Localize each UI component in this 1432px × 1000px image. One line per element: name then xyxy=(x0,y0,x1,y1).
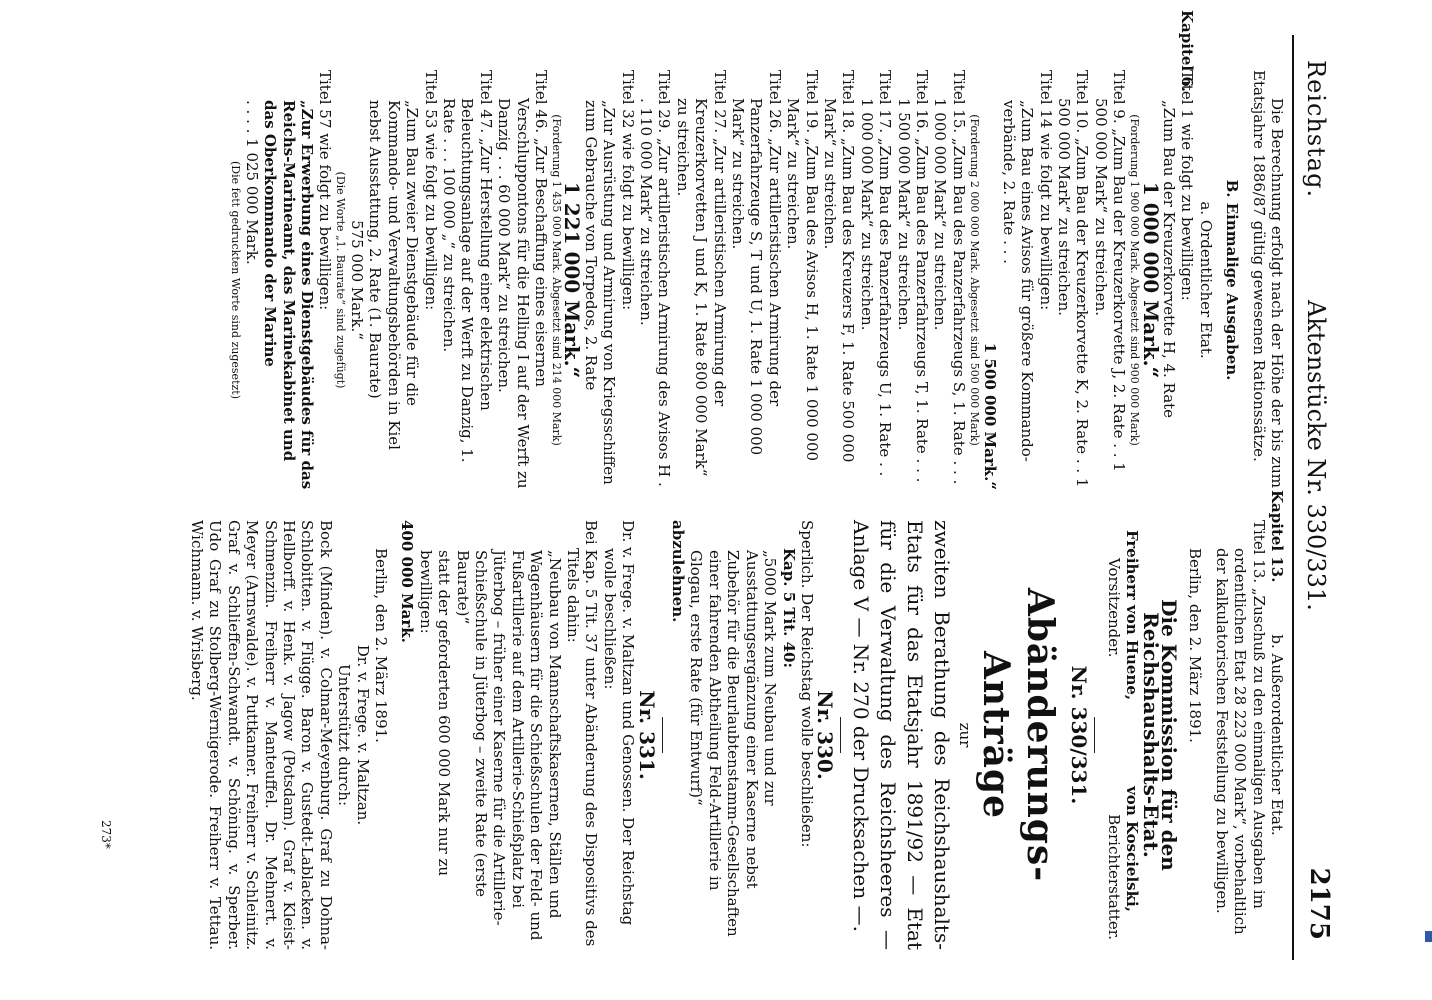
page-header xyxy=(1298,60,1338,940)
frege-amount: statt der geforderten 600 000 Mark nur zu bewilligen: xyxy=(416,550,454,877)
titel-13: Titel 13. „Zuschuß zu den einmaligen Ausgaben im ordentlichen Etat 28 223 000 Mark“, vorbehaltlich der kalkulatorischen Feststellung zu bewilligen. xyxy=(1212,520,1268,935)
sperlich-end: abzulehnen. xyxy=(669,520,688,623)
frege-bold: 400 000 Mark. xyxy=(398,520,417,643)
frege-kap: Bei Kap. 5 Tit. 37 unter Abänderung des Dispositivs des Titels dahin: xyxy=(564,520,601,947)
chair-role: Vorsitzender. xyxy=(1104,558,1123,658)
nr-330-331: Nr. 330/331. xyxy=(1067,665,1092,805)
supporters-list: Bock (Minden). v. Colmar-Meyenburg. Graf zu Dohna-Schlobitten. v. Flügge. Baron v. Gustedt-Lablacken. v. Hellborff. v. Henk. v. Jagow (Potsdam). Graf v. Kleist-Schmenzin. Freiherr v. Manteuffel. Dr. Mehnert. v. Meyer (Arnswalde). v. Puttkamer. Freiherr v. Schleinitz. Graf v. Schlieffen-Schwandt. v. Schöning. v. Sperber. Udo Graf zu Stolberg-Wernigerode. Freiherr v. Tettau. Wichmann. v. Wrisberg. xyxy=(187,520,335,950)
titel-32-text: „Zur Ausrüstung und Armirung von Kriegsschiffen zum Gebrauche von Torpedos, 2. Rate xyxy=(581,100,619,485)
titel-18: Titel 18. „Zum Bau des Kreuzers F, 1. Rate 500 000 Mark“ zu streichen. xyxy=(821,70,858,463)
signers: Dr. v. Frege. v. Maltzan. xyxy=(353,644,372,826)
titel-47: Titel 47. „Zur Herstellung einer elektrischen Beleuchtungsanlage auf der Werft zu Danzig, 1. Rate . . . 100 000 „“ zu streichen. xyxy=(439,70,495,463)
sperlich-intro: Sperlich. Der Reichstag wolle beschließen: xyxy=(797,520,816,848)
nr-331: Nr. 331. xyxy=(634,690,659,780)
signature-block xyxy=(1101,520,1141,950)
dfg-credit xyxy=(1411,40,1431,960)
intro-text: Die Berechnung erfolgt nach der Höhe der bis zum Etatsjahre 1886/87 gültig gewesenen Rationssätze. xyxy=(1249,70,1286,488)
titel-57-amount: . . . . 1 025 000 Mark. xyxy=(242,100,261,265)
titel-1-amount: 1 000 000 Mark.“ xyxy=(1138,181,1163,379)
titel-53-note: (Die Worte „1. Baurate“ sind zugefügt) xyxy=(334,171,348,389)
titel-53-amount: 575 000 Mark.“ xyxy=(347,220,366,340)
titel-19: Titel 19. „Zum Bau des Avisos H, 1. Rate 1 000 000 Mark“ zu streichen. xyxy=(784,70,821,462)
header-left: Reichstag. xyxy=(1302,60,1330,199)
divider-2 xyxy=(840,717,841,753)
frege-intro: Dr. v. Frege. v. Maltzan und Genossen. Der Reichstag wolle beschließen: xyxy=(600,520,638,926)
titel-32: Titel 32 wie folgt zu bewilligen: xyxy=(618,70,637,311)
document-page xyxy=(28,0,1398,1000)
rapporteur-role: Berichterstatter. xyxy=(1104,814,1123,940)
footer-mark: 273* xyxy=(99,820,113,849)
titel-10: Titel 10. „Zum Bau der Kreuzerkorvette K, 2. Rate . . 1 500 000 Mark“ zu streichen. xyxy=(1054,70,1092,488)
subsection-heading: a. Ordentlicher Etat. xyxy=(1196,201,1215,359)
dfg-logo xyxy=(1425,931,1432,942)
titel-53: Titel 53 wie folgt zu bewilligen: xyxy=(421,70,440,311)
title-body: zweiten Berathung des Reichshaushalts-Etats für das Etatsjahr 1891/92 — Etat für die Verwaltung des Reichsheeres — Anlage V — Nr. 270 der Drucksachen —. xyxy=(849,520,955,950)
kapitel-label: Kapitel 6. xyxy=(1178,10,1196,92)
column-left xyxy=(229,10,1286,490)
titel-32-amount: 1 221 000 Mark.“ xyxy=(560,181,585,379)
nr-330: Nr. 330. xyxy=(813,690,838,780)
page-number: 2175 xyxy=(1304,867,1334,940)
titel-1: Titel 1 wie folgt zu bewilligen: xyxy=(1178,70,1197,301)
frege-text: „Neubau von Mannschaftskasernen, Ställen und Wagenhäusern für die Schießschulen der Feld- und Fußartillerie auf dem Artillerie-Schießplatz bei Jüterbog – früher einer Kaserne für die Artillerie-Schießschule in Jüterbog – zweite Rate (erste Baurate)“ xyxy=(453,550,564,941)
titel-27: Titel 27. „Zur artilleristischen Armirung der Kreuzerkorvetten J und K, 1. Rate 800 000 Mark“ zu streichen. xyxy=(673,70,729,477)
titel-1-note: (Forderung 1 900 000 Mark. Abgesetzt sind 900 000 Mark) xyxy=(1128,114,1142,446)
titel-53-text: „Zum Bau zweier Dienstgebäude für die Kommando- und Verwaltungsbehörden in Kiel nebst Ausstattung, 2. Rate (1. Baurate) xyxy=(366,100,422,450)
date-2: Berlin, den 2. März 1891. xyxy=(372,548,390,743)
supported-by: Unterstützt durch: xyxy=(335,663,354,807)
header-center: Aktenstücke Nr. 330/331. xyxy=(1302,300,1330,611)
commission-title: Die Kommission für den Reichshaushalts-Etat. xyxy=(1138,599,1181,871)
divider-3 xyxy=(662,717,663,753)
zur: zur xyxy=(955,722,974,748)
titel-14: Titel 14 wie folgt zu bewilligen: xyxy=(1036,70,1055,311)
titel-14-note: (Forderung 2 000 000 Mark. Abgesetzt sind 500 000 Mark) xyxy=(967,114,981,446)
rapporteur-name: von Koscielski, xyxy=(1123,786,1142,912)
header-rule xyxy=(1292,35,1294,960)
column-right xyxy=(187,490,1286,950)
sperlich-kap: Kap. 5 Tit. 40: xyxy=(779,548,798,668)
chair-name: Freiherr von Huene, xyxy=(1123,530,1142,701)
divider xyxy=(1094,717,1095,753)
titel-57-text: „Zur Erwerbung eines Dienstgebäudes für das Reichs-Marineamt, das Marinekabinet und das Oberkommando der Marine xyxy=(261,100,317,490)
titel-14-text: „Zum Bau eines Avisos für größere Kommando-verbände, 2. Rate . . . xyxy=(999,100,1037,462)
main-title: Abänderungs-Anträge xyxy=(974,587,1061,883)
titel-26: Titel 26. „Zur artilleristischen Armirung der Panzerfahrzeuge S, T und U, 1. Rate 1 000 000 Mark“ zu streichen. xyxy=(729,70,784,456)
date-1: Berlin, den 2. März 1891. xyxy=(1186,548,1205,743)
titel-1-text: „Zum Bau der Kreuzerkorvette H, 4. Rate xyxy=(1159,100,1178,419)
sperlich-text: „5000 Mark zum Neubau und zur Ausstattungsergänzung einer Kaserne nebst Zubehör für die Beurlaubtenstamm-Gesellschaften einer fahrenden Abtheilung Feld-Artillerie in Glogau, erste Rate (für Entwurf)“ xyxy=(687,550,780,937)
titel-14-amount: 1 500 000 Mark.“ xyxy=(981,342,1000,490)
titel-16: Titel 16. „Zum Bau des Panzerfahrzeugs T, 1. Rate . . . 1 500 000 Mark“ zu streichen. xyxy=(894,70,932,483)
titel-29: Titel 29. „Zur artilleristischen Armirung des Avisos H . . 110 000 Mark“ zu streichen. xyxy=(637,70,674,487)
section-heading: B. Einmalige Ausgaben. xyxy=(1223,179,1242,381)
titel-17: Titel 17. „Zum Bau des Panzerfahrzeugs U, 1. Rate . . 1 000 000 Mark“ zu streichen. xyxy=(857,70,895,477)
titel-32-note: (Forderung 1 435 000 Mark. Abgesetzt sind 214 000 Mark) xyxy=(549,114,563,446)
kapitel-13-label: Kapitel 13. xyxy=(1268,490,1286,583)
titel-46: Titel 46. „Zur Beschaffung eines eisernen Verschluppontons für die Helling I auf der Werft zu Danzig . . . 60 000 Mark“ zu streichen. xyxy=(495,70,550,489)
titel-57: Titel 57 wie folgt zu bewilligen: xyxy=(316,70,335,311)
titel-57-note: (Die fett gedruckten Worte sind zugesetzt) xyxy=(229,161,243,399)
titel-15: Titel 15. „Zum Bau des Panzerfahrzeugs S, 1. Rate . . . 1 000 000 Mark“ zu streichen. xyxy=(931,70,968,485)
titel-9: Titel 9. „Zum Bau der Kreuzerkorvette J, 2. Rate . . 1 500 000 Mark“ zu streichen. xyxy=(1091,70,1129,472)
section-heading-b: b. Außerordentlicher Etat. xyxy=(1268,634,1286,836)
